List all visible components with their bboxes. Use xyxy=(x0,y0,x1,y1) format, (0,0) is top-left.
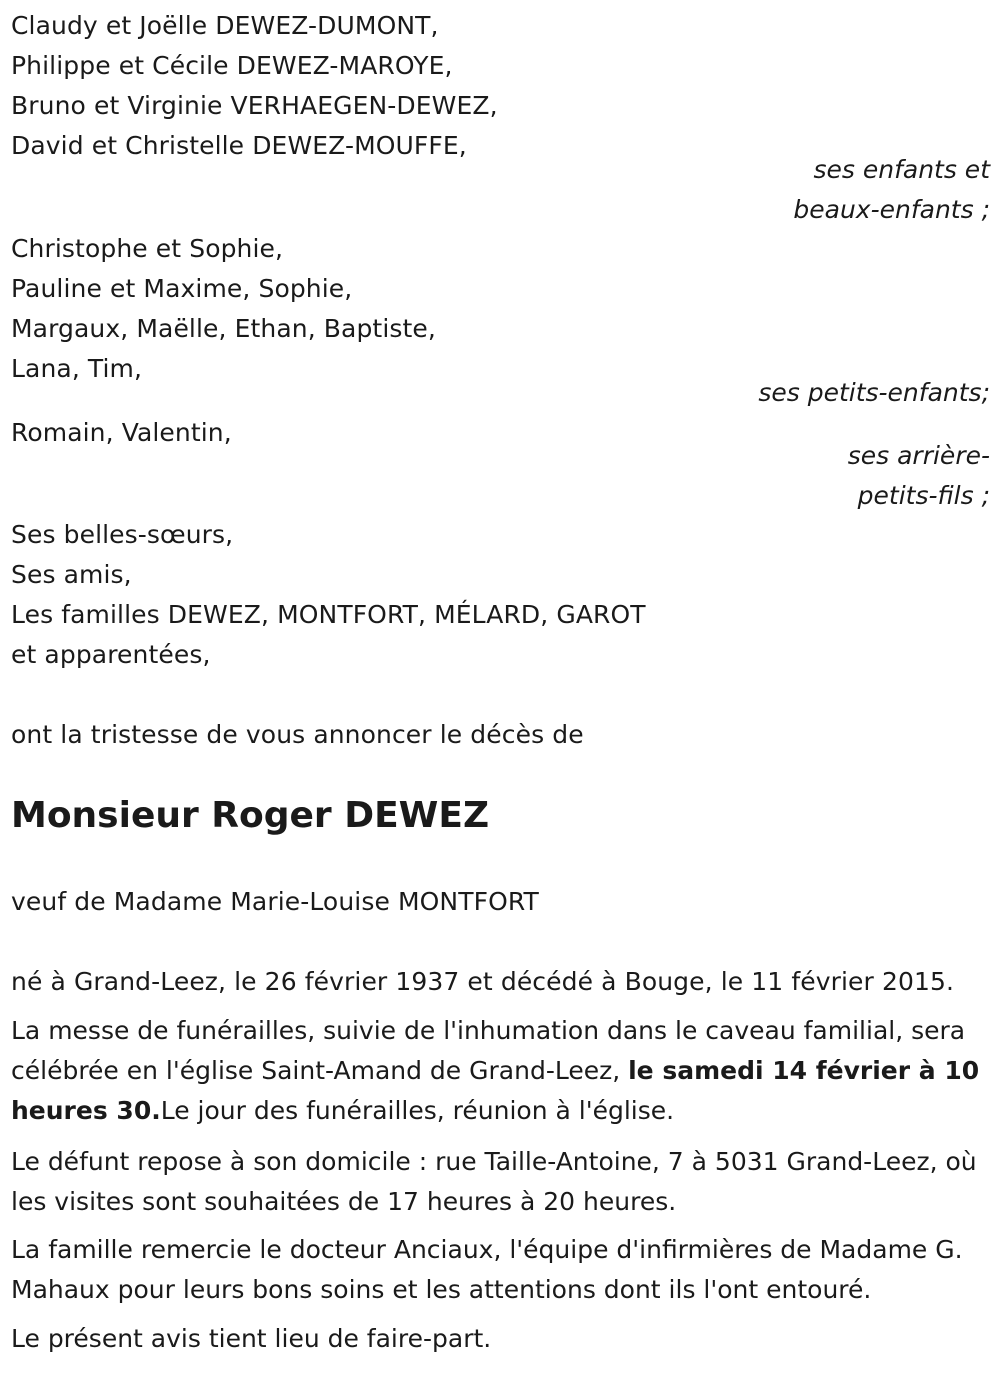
others-line-1: Ses belles-sœurs, xyxy=(11,520,234,549)
children-line-4: David et Christelle DEWEZ-MOUFFE, xyxy=(11,131,467,160)
others-line-4: et apparentées, xyxy=(11,640,211,669)
children-label-line-2: beaux-enfants ; xyxy=(793,195,990,224)
grandchildren-label: ses petits-enfants; xyxy=(758,378,990,407)
funeral-date: le samedi 14 février à 10 heures 30. xyxy=(11,1056,980,1125)
notice-paragraph: Le présent avis tient lieu de faire-part. xyxy=(11,1324,492,1353)
rest-paragraph: Le défunt repose à son domicile : rue Taille-Antoine, 7 à 5031 Grand-Leez, où les visites sont souhaitées de 17 heures à 20 heures. xyxy=(11,1147,977,1216)
announcement: ont la tristesse de vous annoncer le décès de xyxy=(11,720,584,749)
others-line-2: Ses amis, xyxy=(11,560,132,589)
children-line-2: Philippe et Cécile DEWEZ-MAROYE, xyxy=(11,51,453,80)
funeral-text-after: Le jour des funérailles, réunion à l'église. xyxy=(160,1096,675,1125)
grandchildren-line-2: Pauline et Maxime, Sophie, xyxy=(11,274,353,303)
children-line-1: Claudy et Joëlle DEWEZ-DUMONT, xyxy=(11,11,439,40)
funeral-paragraph xyxy=(11,1011,996,1131)
thanks-paragraph: La famille remercie le docteur Anciaux, l'équipe d'infirmières de Madame G. Mahaux pour leurs bons soins et les attentions dont ils l'ont entouré. xyxy=(11,1235,963,1304)
others-line-3: Les familles DEWEZ, MONTFORT, MÉLARD, GAROT xyxy=(11,600,646,629)
children-line-3: Bruno et Virginie VERHAEGEN-DEWEZ, xyxy=(11,91,498,120)
grandchildren-line-3: Margaux, Maëlle, Ethan, Baptiste, xyxy=(11,314,436,343)
birth-death: né à Grand-Leez, le 26 février 1937 et décédé à Bouge, le 11 février 2015. xyxy=(11,967,955,996)
great-grandchildren-line: Romain, Valentin, xyxy=(11,418,232,447)
grandchildren-line-4: Lana, Tim, xyxy=(11,354,143,383)
great-grandchildren-label-line-1: ses arrière- xyxy=(847,441,990,470)
funeral-text-before: La messe de funérailles, suivie de l'inhumation dans le caveau familial, sera célébrée en l'église Saint-Amand de Grand-Leez, xyxy=(11,1016,966,1085)
widower-of: veuf de Madame Marie-Louise MONTFORT xyxy=(11,887,539,916)
children-label-line-1: ses enfants et xyxy=(813,155,990,184)
great-grandchildren-label-line-2: petits-fils ; xyxy=(857,481,990,510)
deceased-name: Monsieur Roger DEWEZ xyxy=(11,795,490,836)
grandchildren-line-1: Christophe et Sophie, xyxy=(11,234,284,263)
